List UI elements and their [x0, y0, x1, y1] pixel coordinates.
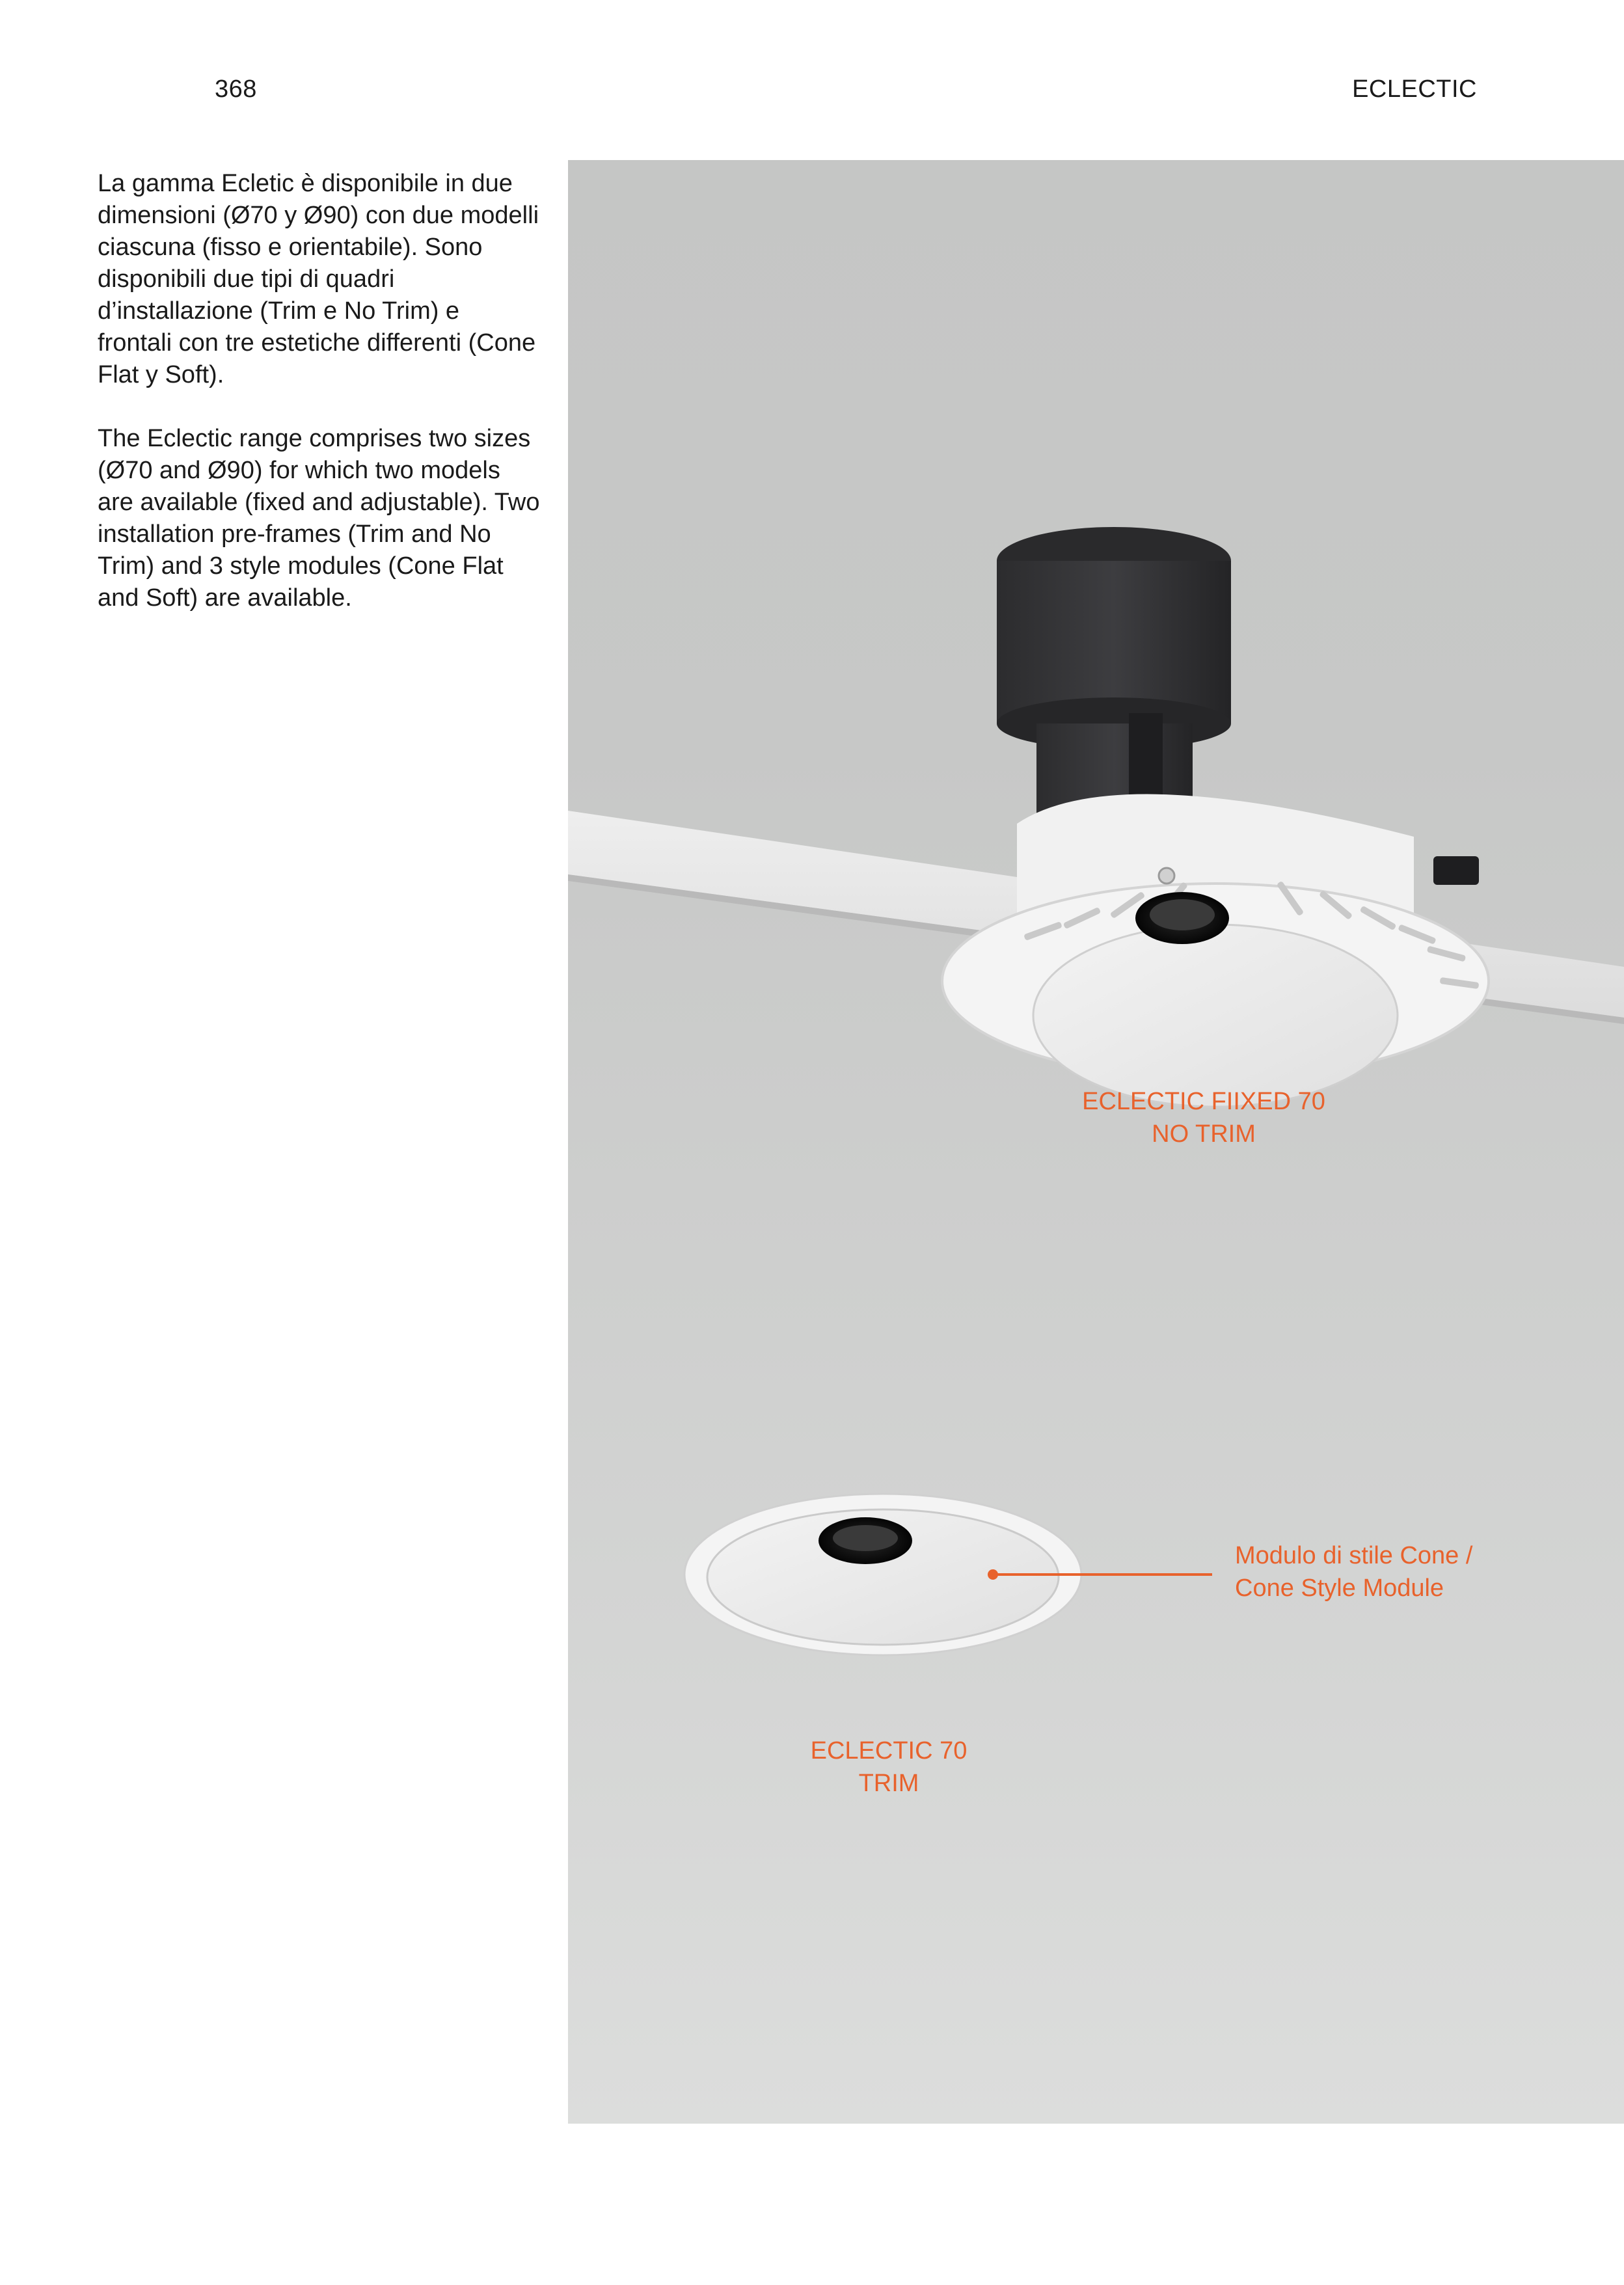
intro-english: The Eclectic range comprises two sizes (Ø70 and Ø90) for which two models are available (fixed and adjustable). Two installation pre-frames (Trim and No Trim) and 3 style modules (Cone Flat and Soft) are available. [98, 425, 540, 612]
intro-italian: La gamma Ecletic è disponibile in due dimensioni (Ø70 y Ø90) con due modelli ciascuna (fisso e orientabile). Sono disponibili due tipi di quadri d’installazione (Trim e No Trim) e frontali con tre estetiche differenti (Cone Flat y Soft). [98, 170, 539, 388]
intro-text [98, 168, 540, 646]
caption-module-line2: Cone Style Module [1235, 1575, 1444, 1602]
page-number: 368 [215, 75, 257, 103]
caption-fixed-no-trim [1041, 1085, 1366, 1150]
fixed-no-trim-luminaire [942, 527, 1489, 1107]
caption-fixed-line2: NO TRIM [1152, 1120, 1256, 1148]
caption-module-line1: Modulo di stile Cone / [1235, 1542, 1473, 1569]
caption-trim [759, 1735, 1019, 1800]
caption-style-module [1235, 1539, 1573, 1604]
caption-trim-line1: ECLECTIC 70 [810, 1737, 968, 1764]
caption-trim-line2: TRIM [858, 1770, 919, 1797]
caption-fixed-line1: ECLECTIC FIIXED 70 [1082, 1088, 1325, 1115]
section-title: ECLECTIC [1352, 75, 1477, 103]
